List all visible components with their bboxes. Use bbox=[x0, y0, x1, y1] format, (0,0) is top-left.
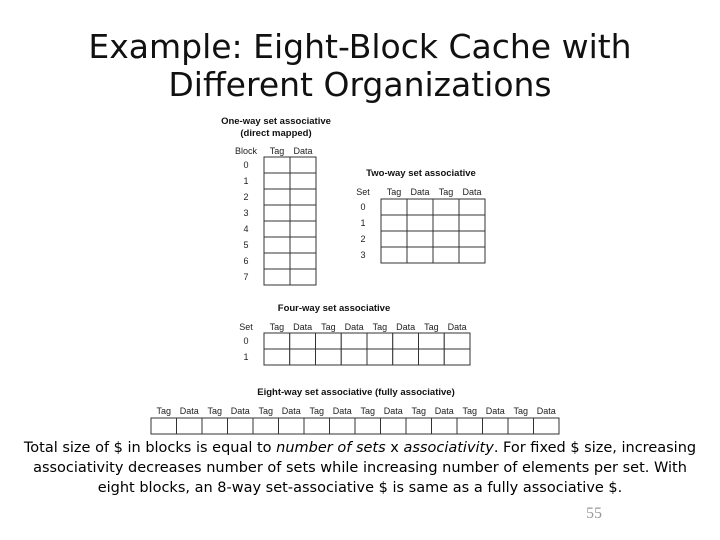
one-way-cell bbox=[264, 237, 290, 253]
four-way-index-header: Set bbox=[239, 322, 253, 332]
one-way-row-label: 0 bbox=[243, 160, 249, 170]
one-way-row-label: 7 bbox=[243, 272, 249, 282]
one-way-cell bbox=[264, 221, 290, 237]
one-way-row-label: 3 bbox=[243, 208, 249, 218]
caption-text-3: . For fixed $ size, increasing associativity decreases number of sets while increasing number of elements per set. With eight blocks, an 8-way set-associative $ is same as a fully associative $. bbox=[33, 440, 697, 496]
one-way-row-label: 4 bbox=[243, 224, 249, 234]
two-way-cell bbox=[381, 215, 407, 231]
four-way-column-header-tag: Tag bbox=[269, 322, 285, 332]
four-way-cell bbox=[367, 333, 393, 349]
two-way-cell bbox=[381, 231, 407, 247]
eight-way-column-header-data: Data bbox=[332, 406, 352, 416]
one-way-row-label: 6 bbox=[243, 256, 249, 266]
four-way-cell bbox=[393, 349, 419, 365]
two-way-cell bbox=[407, 247, 433, 263]
one-way-cell bbox=[264, 253, 290, 269]
two-way-cell bbox=[381, 247, 407, 263]
eight-way-column-header-data: Data bbox=[536, 406, 556, 416]
eight-way-column-header-data: Data bbox=[179, 406, 199, 416]
four-way-column-header-tag: Tag bbox=[424, 322, 439, 332]
eight-way-cell bbox=[381, 418, 407, 434]
eight-way-column-header-tag: Tag bbox=[207, 406, 223, 416]
one-way-cell bbox=[264, 269, 290, 285]
page-number: 55 bbox=[586, 505, 602, 522]
eight-way-column-header-data: Data bbox=[281, 406, 301, 416]
eight-way-cell bbox=[253, 418, 279, 434]
eight-way-column-header-tag: Tag bbox=[309, 406, 325, 416]
four-way-cell bbox=[341, 333, 367, 349]
four-way-cell bbox=[419, 333, 445, 349]
one-way-cell bbox=[264, 173, 290, 189]
two-way-cell bbox=[459, 199, 485, 215]
one-way-title-2: (direct mapped) bbox=[240, 128, 312, 139]
eight-way-cell bbox=[508, 418, 534, 434]
eight-way-cell bbox=[151, 418, 177, 434]
two-way-cell bbox=[407, 215, 433, 231]
eight-way-title: Eight-way set associative (fully associative) bbox=[257, 387, 455, 398]
eight-way-column-header-data: Data bbox=[230, 406, 250, 416]
two-way-cell bbox=[459, 215, 485, 231]
four-way-cell bbox=[264, 333, 290, 349]
two-way-index-header: Set bbox=[356, 187, 370, 197]
two-way-cell bbox=[407, 199, 433, 215]
four-way-cell bbox=[393, 333, 419, 349]
four-way-cell bbox=[367, 349, 393, 365]
two-way-title: Two-way set associative bbox=[366, 168, 476, 179]
four-way-cell bbox=[316, 333, 342, 349]
four-way-column-header-data: Data bbox=[293, 322, 313, 332]
one-way-cell bbox=[290, 253, 316, 269]
caption-text-2: x bbox=[385, 440, 404, 456]
two-way-set-associative-table bbox=[356, 168, 485, 263]
eight-way-cell bbox=[202, 418, 228, 434]
four-way-column-header-data: Data bbox=[447, 322, 467, 332]
two-way-cell bbox=[433, 199, 459, 215]
two-way-cell bbox=[459, 231, 485, 247]
one-way-row-label: 2 bbox=[243, 192, 249, 202]
four-way-column-header-data: Data bbox=[344, 322, 364, 332]
four-way-set-associative-table bbox=[239, 303, 470, 365]
two-way-column-header-tag: Tag bbox=[438, 187, 454, 197]
one-way-column-header-tag: Tag bbox=[269, 146, 285, 156]
one-way-cell bbox=[290, 269, 316, 285]
eight-way-cell bbox=[330, 418, 356, 434]
two-way-row-label: 2 bbox=[360, 234, 366, 244]
one-way-row-label: 1 bbox=[243, 176, 249, 186]
four-way-column-header-tag: Tag bbox=[321, 322, 336, 332]
one-way-set-associative-table bbox=[221, 116, 331, 285]
four-way-cell bbox=[290, 333, 316, 349]
two-way-cell bbox=[459, 247, 485, 263]
two-way-column-header-data: Data bbox=[462, 187, 482, 197]
one-way-cell bbox=[290, 205, 316, 221]
eight-way-column-header-data: Data bbox=[383, 406, 403, 416]
two-way-row-label: 1 bbox=[360, 218, 366, 228]
eight-way-set-associative-table bbox=[151, 387, 559, 434]
one-way-cell bbox=[264, 205, 290, 221]
four-way-row-label: 1 bbox=[243, 352, 249, 362]
four-way-cell bbox=[444, 333, 470, 349]
eight-way-cell bbox=[279, 418, 305, 434]
one-way-cell bbox=[290, 237, 316, 253]
two-way-row-label: 0 bbox=[360, 202, 366, 212]
slide-title-line1: Example: Eight-Block Cache with bbox=[88, 27, 632, 66]
four-way-column-header-tag: Tag bbox=[372, 322, 388, 332]
four-way-cell bbox=[316, 349, 342, 365]
eight-way-cell bbox=[534, 418, 560, 434]
one-way-cell bbox=[290, 157, 316, 173]
two-way-cell bbox=[433, 247, 459, 263]
eight-way-cell bbox=[406, 418, 432, 434]
eight-way-cell bbox=[304, 418, 330, 434]
eight-way-column-header-tag: Tag bbox=[411, 406, 427, 416]
four-way-row-label: 0 bbox=[243, 336, 249, 346]
eight-way-column-header-data: Data bbox=[434, 406, 454, 416]
eight-way-cell bbox=[432, 418, 458, 434]
one-way-title: One-way set associative bbox=[221, 116, 331, 127]
two-way-column-header-data: Data bbox=[410, 187, 430, 197]
two-way-cell bbox=[407, 231, 433, 247]
eight-way-column-header-tag: Tag bbox=[513, 406, 529, 416]
eight-way-cell bbox=[355, 418, 381, 434]
one-way-cell bbox=[264, 157, 290, 173]
two-way-cell bbox=[381, 199, 407, 215]
caption-text-1: Total size of $ in blocks is equal to bbox=[23, 440, 277, 456]
slide-title-line2: Different Organizations bbox=[168, 65, 552, 104]
caption-italic-sets: number of sets bbox=[276, 440, 386, 456]
eight-way-column-header-tag: Tag bbox=[360, 406, 376, 416]
four-way-column-header-data: Data bbox=[396, 322, 416, 332]
two-way-row-label: 3 bbox=[360, 250, 366, 260]
four-way-cell bbox=[419, 349, 445, 365]
caption bbox=[20, 438, 700, 498]
four-way-cell bbox=[341, 349, 367, 365]
eight-way-cell bbox=[228, 418, 254, 434]
eight-way-cell bbox=[457, 418, 483, 434]
eight-way-column-header-tag: Tag bbox=[258, 406, 274, 416]
caption-italic-associativity: associativity bbox=[403, 440, 494, 456]
one-way-cell bbox=[264, 189, 290, 205]
one-way-cell bbox=[290, 189, 316, 205]
eight-way-column-header-data: Data bbox=[485, 406, 505, 416]
one-way-column-header-data: Data bbox=[293, 146, 313, 156]
two-way-cell bbox=[433, 215, 459, 231]
eight-way-column-header-tag: Tag bbox=[156, 406, 172, 416]
two-way-cell bbox=[433, 231, 459, 247]
eight-way-cell bbox=[483, 418, 509, 434]
four-way-cell bbox=[264, 349, 290, 365]
four-way-cell bbox=[444, 349, 470, 365]
two-way-column-header-tag: Tag bbox=[386, 187, 402, 197]
one-way-cell bbox=[290, 173, 316, 189]
four-way-cell bbox=[290, 349, 316, 365]
four-way-title: Four-way set associative bbox=[277, 303, 391, 314]
one-way-row-label: 5 bbox=[243, 240, 249, 250]
one-way-cell bbox=[290, 221, 316, 237]
eight-way-cell bbox=[177, 418, 203, 434]
eight-way-column-header-tag: Tag bbox=[462, 406, 478, 416]
one-way-index-header: Block bbox=[234, 146, 258, 156]
